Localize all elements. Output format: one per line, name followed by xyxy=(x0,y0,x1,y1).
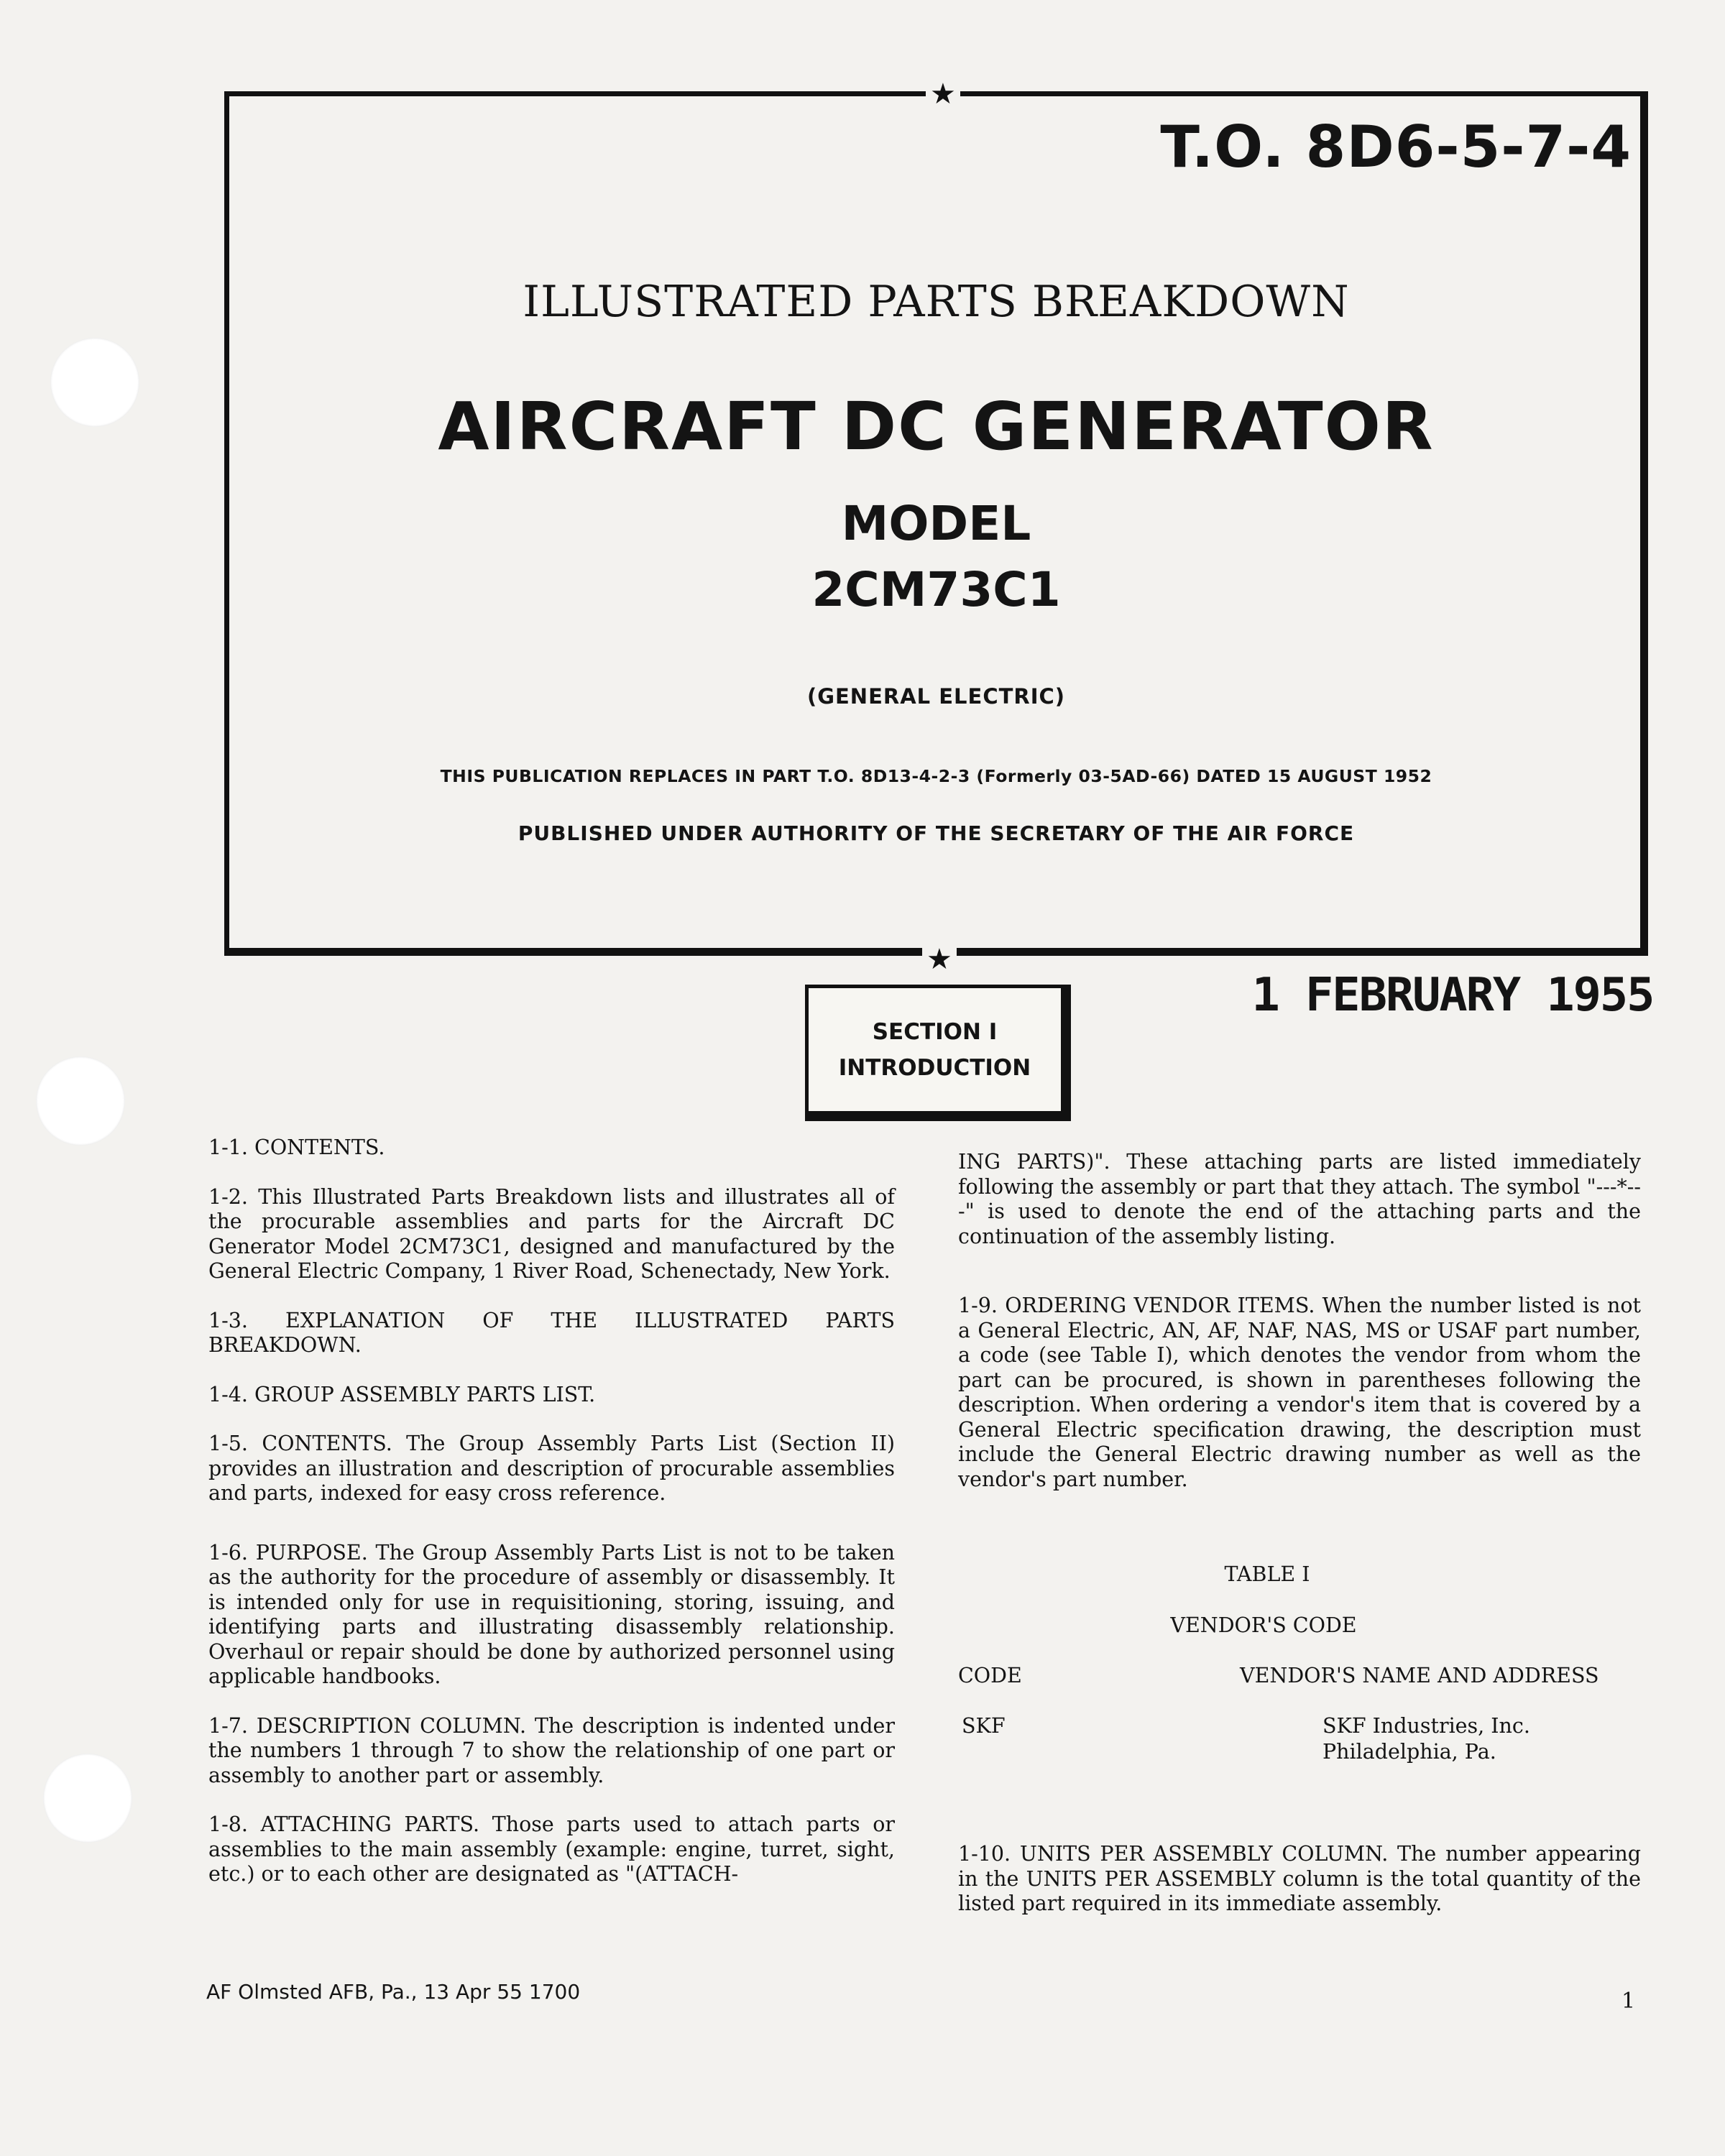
para-1-3: 1-3. EXPLANATION OF THE ILLUSTRATED PARTS BREAKDOWN. xyxy=(208,1308,895,1357)
right-column xyxy=(958,1150,1641,1917)
vendor-address: Philadelphia, Pa. xyxy=(1322,1740,1496,1764)
replaces-note: THIS PUBLICATION REPLACES IN PART T.O. 8D13-4-2-3 (Formerly 03-5AD-66) DATED 15 AUGUST 1952 xyxy=(440,766,1432,786)
para-1-6: 1-6. PURPOSE. The Group Assembly Parts List is not to be taken as the authority for the procedure of assembly or disassembly. It is intended only for use in requisitioning, storing, issuing, and identifying parts and illustrating disassembly relationship. Overhaul or repair should be done by authorized personnel using applicable handbooks. xyxy=(208,1540,895,1688)
section-number: SECTION I xyxy=(872,1018,998,1045)
table-header-row xyxy=(958,1664,1641,1697)
manufacturer: (GENERAL ELECTRIC) xyxy=(806,684,1066,709)
para-1-9: 1-9. ORDERING VENDOR ITEMS. When the number listed is not a General Electric, AN, AF, NAF, NAS, MS or USAF part number, a code (see Table I), which denotes the vendor from whom the part can be procured, is shown in parentheses following the description. When ordering a vendor's item that is covered by a General Electric specification drawing, the description must include the General Electric drawing number as well as the vendor's part number. xyxy=(958,1294,1641,1491)
vendor-code: SKF xyxy=(962,1714,1006,1738)
para-1-5: 1-5. CONTENTS. The Group Assembly Parts List (Section II) provides an illustration and description of procurable assemblies and parts, indexed for easy cross reference. xyxy=(208,1432,895,1505)
para-1-4: 1-4. GROUP ASSEMBLY PARTS LIST. xyxy=(208,1382,596,1406)
binder-hole-middle xyxy=(36,1056,125,1146)
section-heading-box xyxy=(805,985,1071,1121)
table-row xyxy=(958,1714,1641,1772)
star-top-icon: ★ xyxy=(926,80,960,109)
para-1-2: 1-2. This Illustrated Parts Breakdown lists and illustrates all of the procurable assemblies and parts for the Aircraft DC Generator Model 2CM73C1, designed and manufactured by the General Electric Company, 1 River Road, Schenectady, New York. xyxy=(208,1184,895,1283)
para-1-7: 1-7. DESCRIPTION COLUMN. The description is indented under the numbers 1 through 7 to show the relationship of one part or assembly to another part or assembly. xyxy=(208,1713,895,1787)
table-title: TABLE I xyxy=(1224,1562,1310,1586)
pre-title: ILLUSTRATED PARTS BREAKDOWN xyxy=(523,277,1350,327)
star-bottom-icon: ★ xyxy=(922,945,957,974)
technical-order-number: T.O. 8D6-5-7-4 xyxy=(1160,114,1632,180)
document-title: AIRCRAFT DC GENERATOR xyxy=(438,388,1435,465)
print-line: AF Olmsted AFB, Pa., 13 Apr 55 1700 xyxy=(206,1980,581,2004)
para-1-1: 1-1. CONTENTS. xyxy=(208,1135,385,1159)
section-title: INTRODUCTION xyxy=(838,1054,1031,1081)
para-1-8-continued: ING PARTS)". These attaching parts are listed immediately following the assembly or part that they attach. The symbol "---*---" is used to denote the end of the attaching parts and the continuation of the assembly listing. xyxy=(958,1150,1641,1248)
publication-date: 1 FEBRUARY 1955 xyxy=(1251,969,1654,1022)
binder-hole-top xyxy=(50,338,139,427)
authority-statement: PUBLISHED UNDER AUTHORITY OF THE SECRETARY OF THE AIR FORCE xyxy=(518,821,1355,845)
para-1-10: 1-10. UNITS PER ASSEMBLY COLUMN. The number appearing in the UNITS PER ASSEMBLY column is the total quantity of the listed part required in its immediate assembly. xyxy=(958,1842,1641,1915)
model-label: MODEL xyxy=(841,496,1031,551)
page-number: 1 xyxy=(1622,1989,1636,2014)
vendor-name: SKF Industries, Inc. xyxy=(1322,1714,1530,1738)
left-column xyxy=(208,1135,895,1887)
table-subtitle: VENDOR'S CODE xyxy=(1170,1613,1357,1637)
column-header-code: CODE xyxy=(958,1664,1022,1687)
binder-hole-bottom xyxy=(43,1754,132,1843)
para-1-8: 1-8. ATTACHING PARTS. Those parts used to attach parts or assemblies to the main assembly (example: engine, turret, sight, etc.) or to each other are designated as "(ATTACH- xyxy=(208,1812,895,1886)
column-header-vendor: VENDOR'S NAME AND ADDRESS xyxy=(1240,1664,1599,1687)
model-number: 2CM73C1 xyxy=(811,562,1061,617)
